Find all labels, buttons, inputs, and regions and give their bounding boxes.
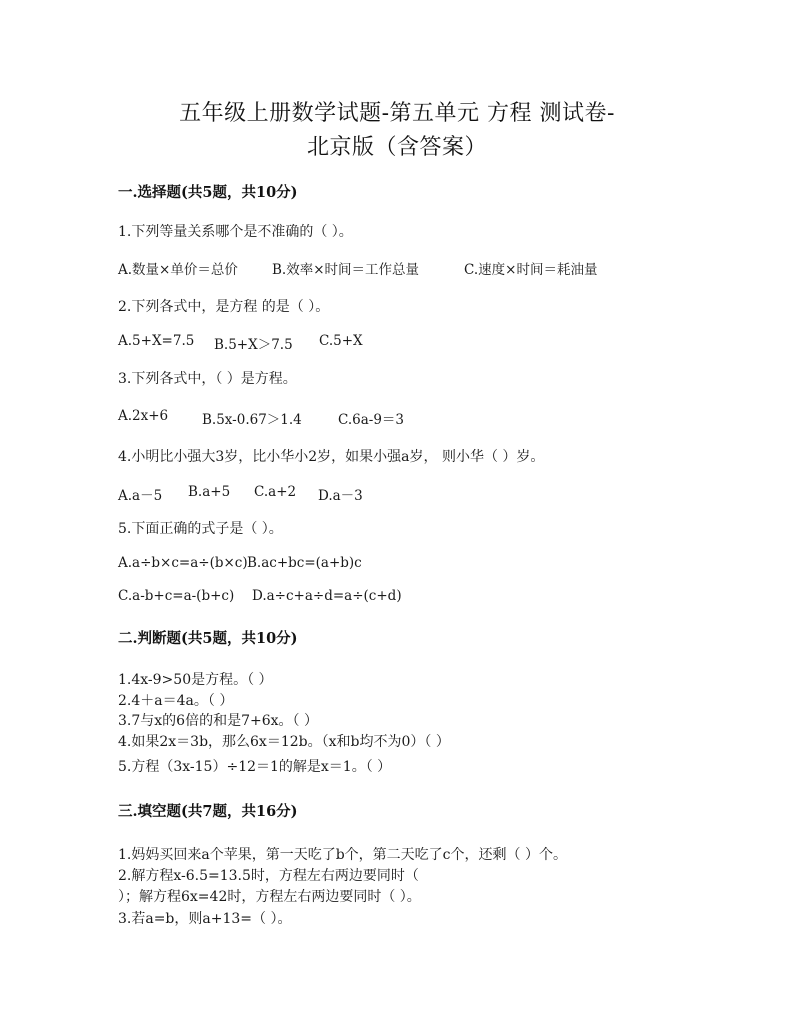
- question-4-stem: 4.小明比小强大3岁，比小华小2岁，如果小强a岁， 则小华（ ）岁。: [118, 449, 545, 465]
- question-5-option-a: A.a÷b×c=a÷(b×c): [118, 555, 248, 571]
- question-4-option-c: C.a+2: [254, 484, 297, 500]
- document-title-line-1: 五年级上册数学试题-第五单元 方程 测试卷-: [179, 101, 615, 126]
- question-3-option-b: B.5x-0.67＞1.4: [202, 412, 302, 428]
- question-3-option-c: C.6a-9＝3: [338, 412, 405, 428]
- section-heading-choice: 一.选择题(共5题，共10分): [118, 184, 298, 201]
- question-2-stem: 2.下列各式中，是方程 的是（ ）。: [118, 299, 330, 315]
- question-4-option-d: D.a－3: [318, 488, 363, 504]
- section-heading-fill-blank: 三.填空题(共7题，共16分): [118, 803, 298, 820]
- question-1-stem: 1.下列等量关系哪个是不准确的（ ）。: [118, 224, 353, 240]
- question-1-option-c: C.速度×时间＝耗油量: [464, 262, 598, 278]
- question-2-option-b: B.5+X＞7.5: [214, 337, 293, 353]
- question-5-option-d: D.a÷c+a÷d=a÷(c+d): [252, 588, 402, 604]
- document-title-line-2: 北京版（含答案）: [306, 135, 487, 160]
- question-3-option-a: A.2x+6: [118, 408, 169, 424]
- question-1-option-a: A.数量×单价＝总价: [118, 262, 238, 278]
- question-4-option-b: B.a+5: [188, 484, 231, 500]
- fill-item-2-line-1: 2.解方程x-6.5=13.5时，方程左右两边要同时（: [118, 868, 419, 884]
- question-2-option-c: C.5+X: [319, 333, 363, 349]
- judge-item-4: 4.如果2x＝3b，那么6x＝12b。（x和b均不为0）（ ）: [118, 734, 450, 750]
- question-2-option-a: A.5+X=7.5: [118, 333, 195, 349]
- question-1-option-b: B.效率×时间＝工作总量: [272, 262, 420, 278]
- fill-item-3: 3.若a=b，则a+13=（ ）。: [118, 911, 292, 927]
- judge-item-1: 1.4x-9>50是方程。（ ）: [118, 672, 273, 688]
- judge-item-3: 3.7与x的6倍的和是7+6x。（ ）: [118, 713, 318, 729]
- question-4-option-a: A.a－5: [118, 488, 163, 504]
- question-5-option-b: B.ac+bc=(a+b)c: [247, 555, 362, 571]
- judge-item-2: 2.4＋a＝4a。（ ）: [118, 693, 234, 709]
- question-5-option-c: C.a-b+c=a-(b+c): [118, 588, 235, 604]
- question-3-stem: 3.下列各式中，（ ）是方程。: [118, 371, 297, 387]
- question-5-stem: 5.下面正确的式子是（ ）。: [118, 521, 283, 537]
- judge-item-5: 5.方程（3x-15）÷12＝1的解是x＝1。（ ）: [118, 759, 392, 775]
- fill-item-2-line-2: ）；解方程6x=42时，方程左右两边要同时（ ）。: [118, 889, 421, 905]
- section-heading-true-false: 二.判断题(共5题，共10分): [118, 630, 298, 647]
- fill-item-1: 1.妈妈买回来a个苹果，第一天吃了b个，第二天吃了c个，还剩（ ）个。: [118, 847, 567, 863]
